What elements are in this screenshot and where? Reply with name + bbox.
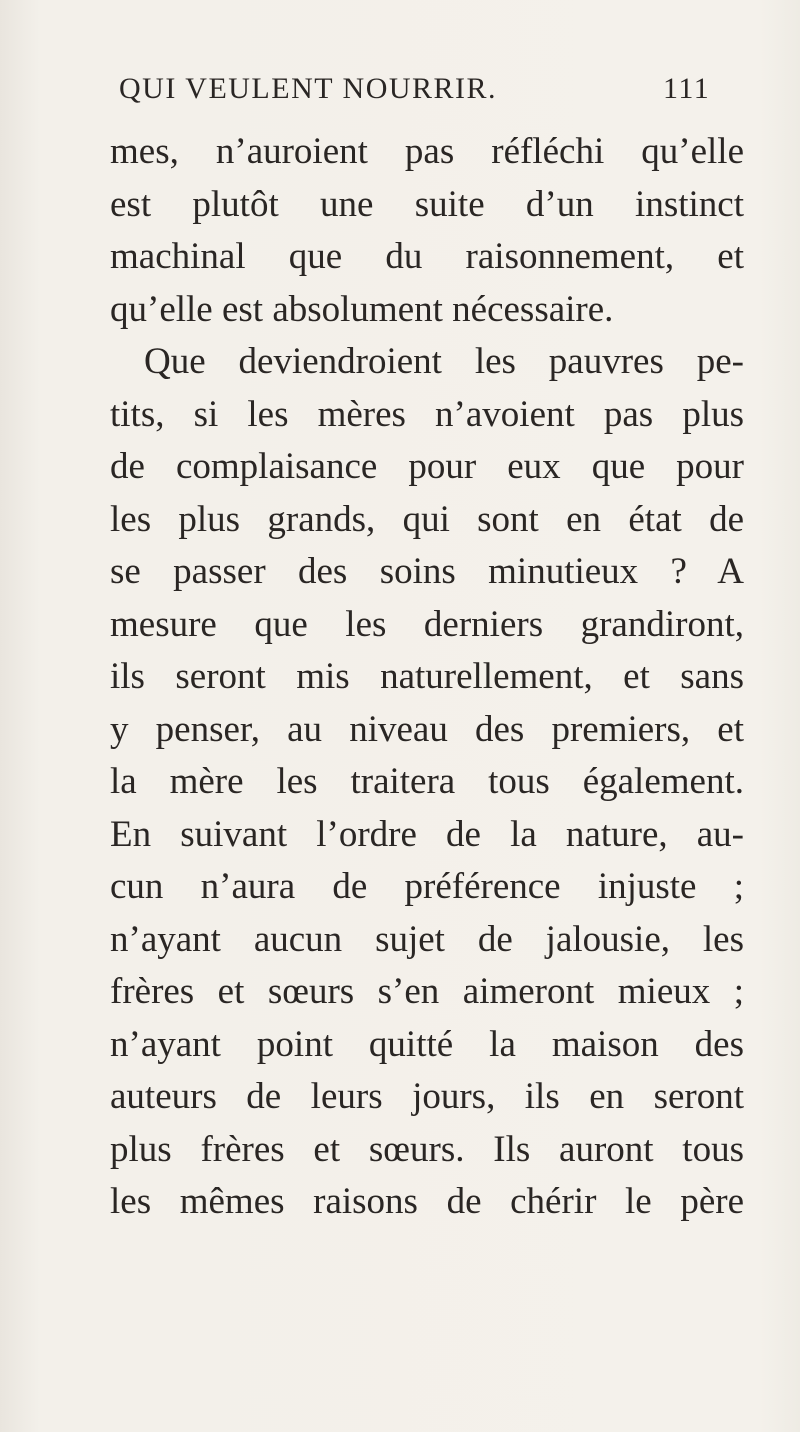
text-line: auteurs de leurs jours, ils en seront: [110, 1076, 744, 1117]
text-line: frères et sœurs s’en aimeront mieux ;: [110, 971, 744, 1012]
text-line: se passer des soins minutieux ? A: [110, 551, 744, 592]
running-title: QUI VEULENT NOURRIR.: [119, 72, 498, 105]
text-line: n’ayant point quitté la maison des: [110, 1023, 744, 1065]
page-number: 111: [663, 72, 711, 105]
text-line: la mère les traitera tous également.: [110, 761, 744, 802]
text-line: tits, si les mères n’avoient pas plus: [110, 393, 744, 435]
text-line: mes, n’auroient pas réfléchi qu’elle: [110, 131, 744, 172]
text-line: mesure que les derniers grandiront,: [110, 603, 744, 645]
text-line: machinal que du raisonnement, et: [110, 236, 744, 277]
text-line: de complaisance pour eux que pour: [110, 446, 744, 487]
body-text: [110, 126, 744, 1229]
text-line: ils seront mis naturellement, et sans: [110, 656, 744, 697]
text-line: En suivant l’ordre de la nature, au-: [110, 813, 744, 855]
text-line: les mêmes raisons de chérir le père: [110, 1181, 744, 1222]
text-line: qu’elle est absolument nécessaire.: [110, 288, 614, 330]
text-line: y penser, au niveau des premiers, et: [110, 708, 744, 750]
text-line: les plus grands, qui sont en état de: [110, 498, 744, 540]
paragraph-start-line: Que deviendroient les pauvres pe-: [144, 341, 744, 382]
text-line: cun n’aura de préférence injuste ;: [110, 866, 744, 907]
text-line: n’ayant aucun sujet de jalousie, les: [110, 918, 744, 960]
text-line: est plutôt une suite d’un instinct: [110, 183, 744, 225]
text-line: plus frères et sœurs. Ils auront tous: [110, 1128, 744, 1170]
page-header: [119, 72, 719, 112]
